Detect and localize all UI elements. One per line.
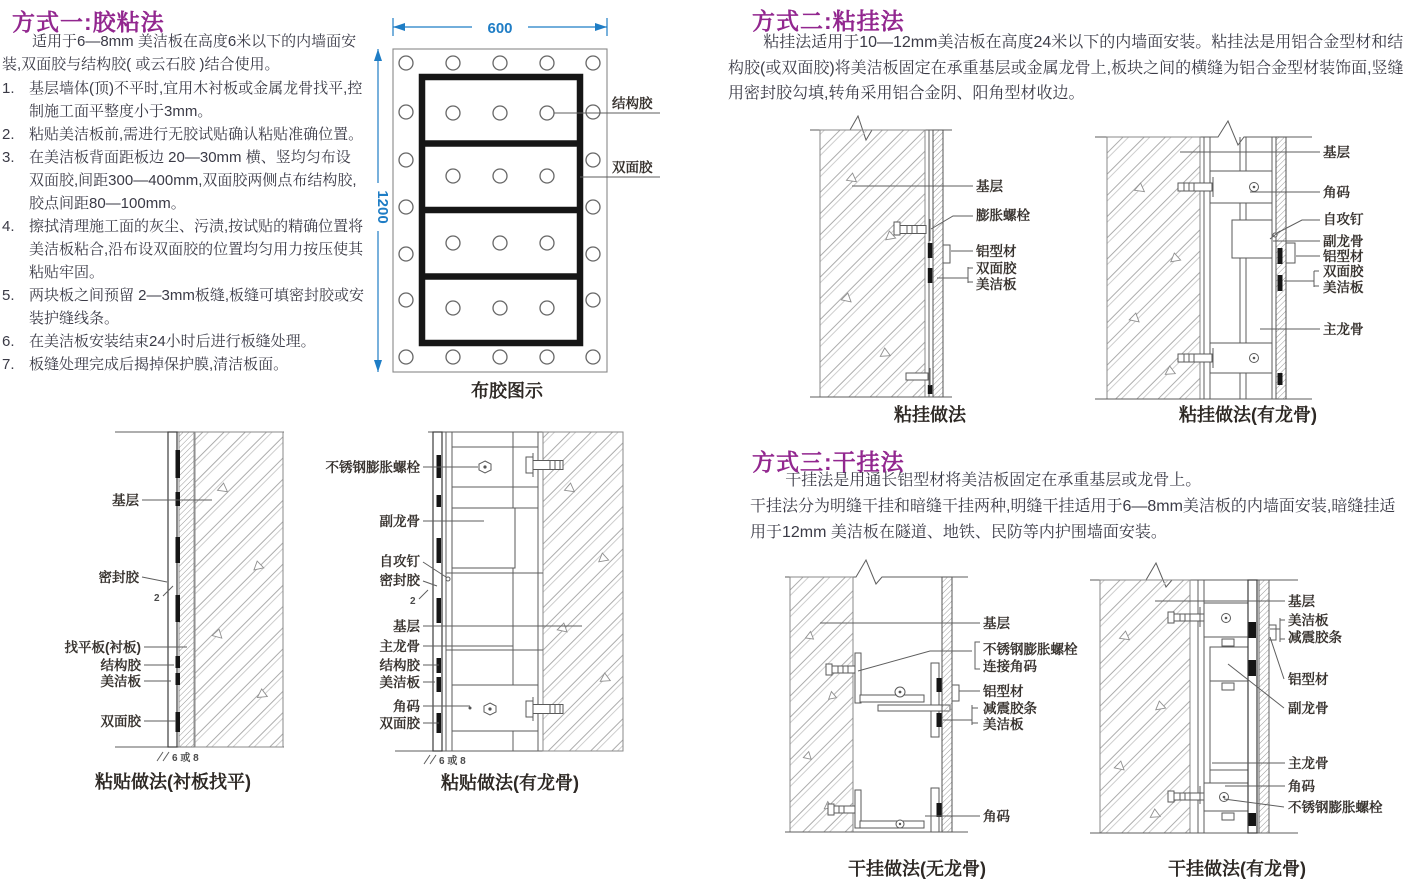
step-text: 板缝处理完成后揭掉保护膜,清洁板面。: [29, 356, 289, 373]
method2-paragraph: 粘挂法适用于10—12mm美洁板在高度24米以下的内墙面安装。粘挂法是用铝合金型材和结构胶(或双面胶)将美洁板固定在承重基层或金属龙骨上,板块之间的横缝为铝合金型材装饰面,竖缝用密封胶勾填,转角采用铝合金阴、阳角型材收边。: [728, 34, 1404, 102]
label-base-layer: 基层: [393, 619, 420, 634]
label-stainless-bolt: 不锈钢膨胀螺栓: [983, 642, 1078, 657]
label-screw: 自攻钉: [1323, 212, 1364, 227]
panel-layer: [942, 577, 952, 832]
label-sealant-depth: 2: [154, 593, 160, 604]
step-text: 粘贴美洁板前,需进行无胶试贴确认粘贴准确位置。: [29, 126, 364, 143]
label-corner-code: 角码: [983, 809, 1010, 824]
panel-layer: [933, 130, 943, 397]
thickness-note: 6 或 8: [439, 756, 466, 767]
label-panel: 美洁板: [1288, 613, 1329, 628]
label-sealant: 密封胶: [98, 570, 139, 585]
label-stainless-bolt: 不锈钢膨胀螺栓: [1288, 800, 1383, 815]
step-number: 6.: [2, 333, 15, 350]
method3-paragraph2: 干挂法分为明缝干挂和暗缝干挂两种,明缝干挂适用于6—8mm美洁板的内墙面安装,暗缝挂适用于12mm 美洁板在隧道、地铁、民防等内护围墙面安装。: [750, 498, 1396, 541]
diagram-caption: 粘挂做法: [894, 405, 966, 425]
height-dimension: [374, 49, 391, 372]
diagram-caption: 粘贴做法(有龙骨): [441, 773, 579, 793]
outer-hatch-layer: [1259, 580, 1269, 833]
label-panel: 美洁板: [983, 717, 1024, 732]
panel-layer: [1276, 137, 1286, 399]
label-double-tape: 双面胶: [100, 714, 141, 729]
label-structural-glue: 结构胶: [612, 96, 653, 111]
base-wall-hatch: [790, 577, 853, 832]
step-number: 7.: [2, 356, 15, 373]
label-double-tape: 双面胶: [1323, 264, 1364, 279]
label-main-keel: 主龙骨: [379, 639, 420, 654]
label-structural-glue: 结构胶: [100, 658, 141, 673]
label-sealant: 密封胶: [379, 573, 420, 588]
label-connector-code: 连接角码: [983, 659, 1037, 674]
label-aluminum-profile: 铝型材: [1288, 672, 1329, 687]
method3-paragraph1: 干挂法是用通长铝型材将美洁板固定在承重基层或龙骨上。: [785, 472, 1202, 489]
step-item: [2, 77, 365, 123]
base-wall-hatch: [543, 432, 623, 751]
step-item: [2, 215, 365, 284]
step-number: 1.: [2, 80, 15, 97]
step-number: 2.: [2, 126, 15, 143]
method3-title: 方式三:干挂法: [752, 449, 905, 475]
aluminum-clip: [1286, 243, 1295, 263]
label-sub-keel: 副龙骨: [1288, 701, 1329, 716]
base-wall-hatch: [820, 130, 925, 397]
method1-intro: 适用于6—8mm 美洁板在高度6米以下的内墙面安装,双面胶与结构胶( 或云石胶 )结合使用。: [2, 33, 357, 73]
label-corner-code: 角码: [1323, 185, 1350, 200]
panel-layer: [433, 432, 442, 751]
label-sealant-depth: 2: [410, 596, 416, 607]
dimension-1200: 1200: [374, 190, 391, 224]
label-aluminum-profile: 铝型材: [976, 244, 1017, 259]
step-item: [2, 284, 365, 330]
step-item: [2, 123, 365, 146]
label-main-keel: 主龙骨: [1323, 322, 1364, 337]
base-wall-hatch: [195, 432, 283, 747]
label-base-layer: 基层: [976, 179, 1003, 194]
diagram-caption: 粘贴做法(衬板找平): [95, 772, 251, 792]
step-text: 在美洁板背面距板边 20—30mm 横、竖均匀布设双面胶,间距300—400mm,双面胶两侧点布结构胶,胶点间距80—100mm。: [29, 149, 357, 212]
label-base-layer: 基层: [112, 493, 139, 508]
step-item: [2, 146, 365, 215]
label-aluminum-profile: 铝型材: [1323, 249, 1364, 264]
width-dimension: [393, 18, 607, 37]
hang-detail-keel-diagram: [1080, 115, 1409, 435]
diagram-caption: 干挂做法(有龙骨): [1168, 859, 1306, 879]
aluminum-clip: [952, 685, 959, 701]
hang-detail-basic-diagram: [790, 115, 1090, 435]
label-panel: 美洁板: [976, 277, 1017, 292]
thickness-note: 6 或 8: [172, 753, 199, 764]
step-text: 在美洁板安装结束24小时后进行板缝处理。: [29, 333, 316, 350]
label-main-keel: 主龙骨: [1288, 756, 1329, 771]
diagram-caption: 粘挂做法(有龙骨): [1179, 405, 1317, 425]
leveling-board-layer: [179, 432, 194, 747]
paste-detail-keel-diagram: [300, 425, 630, 800]
label-screw: 自攻钉: [379, 554, 420, 569]
dryhang-detail-keel-diagram: [1080, 555, 1409, 890]
paste-detail-lining-diagram: [60, 425, 330, 800]
label-damper-strip: 减震胶条: [983, 701, 1037, 716]
diagram-caption: 干挂做法(无龙骨): [848, 859, 986, 879]
label-expansion-bolt: 膨胀螺栓: [976, 208, 1030, 223]
method2-title: 方式二:粘挂法: [752, 8, 905, 34]
method1-title: 方式一:胶粘法: [12, 9, 165, 35]
label-corner-code: 角码: [393, 699, 420, 714]
step-text: 擦拭清理施工面的灰尘、污渍,按试贴的精确位置将美洁板粘合,沿布设双面胶的位置均匀用力按压使其粘贴牢固。: [29, 218, 364, 281]
dryhang-detail-nokeel-diagram: [760, 555, 1080, 890]
keel-structure: [1204, 137, 1272, 399]
label-base-layer: 基层: [983, 616, 1010, 631]
step-number: 4.: [2, 218, 15, 235]
label-sub-keel: 副龙骨: [1323, 234, 1364, 249]
panel-layer: [1248, 580, 1257, 833]
label-aluminum-profile: 铝型材: [983, 684, 1024, 699]
label-structural-glue: 结构胶: [379, 658, 420, 673]
label-corner-code: 角码: [1288, 779, 1315, 794]
method1-text-block: [2, 30, 365, 376]
step-text: 基层墙体(顶)不平时,宜用木衬板或金属龙骨找平,控制施工面平整度小于3mm。: [29, 80, 363, 120]
step-number: 3.: [2, 149, 15, 166]
step-number: 5.: [2, 287, 15, 304]
label-double-tape: 双面胶: [612, 160, 653, 175]
label-base-layer: 基层: [1288, 594, 1315, 609]
label-double-tape: 双面胶: [379, 716, 420, 731]
step-item: [2, 353, 365, 376]
dimension-600: 600: [487, 20, 513, 37]
label-leveling-board: 找平板(衬板): [64, 640, 141, 655]
aluminum-clip: [943, 245, 950, 263]
label-stainless-bolt: 不锈钢膨胀螺栓: [325, 460, 420, 475]
glue-layout-diagram: [370, 0, 690, 405]
label-panel: 美洁板: [1323, 280, 1364, 295]
step-text: 两块板之间预留 2—3mm板缝,板缝可填密封胶或安装护缝线条。: [29, 287, 365, 327]
label-double-tape: 双面胶: [976, 261, 1017, 276]
label-panel: 美洁板: [100, 674, 141, 689]
label-damper-strip: 减震胶条: [1288, 630, 1342, 645]
label-sub-keel: 副龙骨: [379, 514, 420, 529]
step-item: [2, 330, 365, 353]
label-base-layer: 基层: [1323, 145, 1350, 160]
glue-diagram-caption: 布胶图示: [471, 381, 543, 401]
label-panel: 美洁板: [379, 675, 420, 690]
